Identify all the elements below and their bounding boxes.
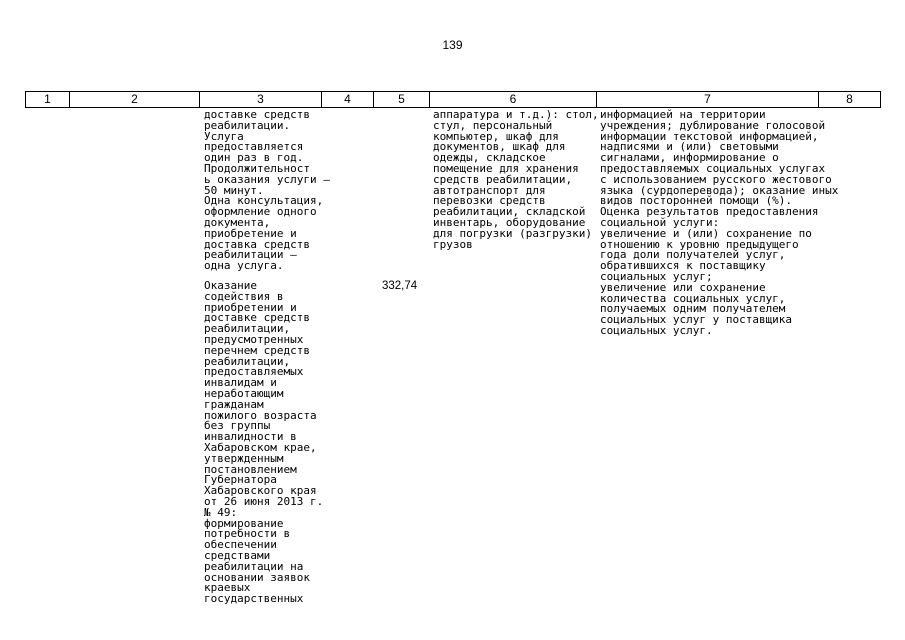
column-header-3: 3 [200, 92, 322, 108]
quality-indicators: информацией на территории учреждения; дублирование голосовой информации текстовой информацией, надписями и (или) световыми сигналами, информирование о предоставляемых социальных услугах с использованием русского жестового языка (сурдоперевода); оказание иных видов посторонней помощи (%). Оценка результатов предоставления социальной услуги: увеличение и (или) сохранение по отношению к уровню предыдущего года доли получателей услуг, обратившихся к поставщику социальных услуг; увеличение или сохранение количества социальных услуг, получаемых одним получателем социальных услуг у поставщика социальных услуг. [600, 108, 839, 337]
tariff-value: 332,74 [382, 280, 418, 292]
column-header-7: 7 [597, 92, 819, 108]
service-description-continued: доставке средств реабилитации. Услуга предоставляется один раз в год. Продолжительност ь оказания услуги – 50 минут. Одна консультация, оформление одного документа, приобретение и доставка средств реабилитации – одна услуга. [204, 108, 330, 273]
column-header-1: 1 [26, 92, 70, 108]
table-header [25, 91, 881, 108]
column-header-8: 8 [819, 92, 881, 108]
page-number: 139 [442, 38, 463, 52]
column-header-4: 4 [322, 92, 374, 108]
column-header-5: 5 [374, 92, 430, 108]
service-description-assistance: Оказание содействия в приобретении и доставке средств реабилитации, предусмотренных перечнем средств реабилитации, предоставляемых инвалидам и неработающим гражданам пожилого возраста без группы инвалидности в Хабаровском крае, утвержденным постановлением Губернатора Хабаровского края от 26 июня 2013 г. № 49: формирование потребности в обеспечении средствами реабилитации на основании заявок краевых государственных [204, 279, 324, 606]
equipment-list: аппаратура и т.д.): стол, стул, персональный компьютер, шкаф для документов, шкаф для одежды, складское помещение для хранения средств реабилитации, автотранспорт для перевозки средств реабилитации, складской инвентарь, оборудование для погрузки (разгрузки) грузов [433, 108, 599, 251]
table-header-row [26, 92, 881, 108]
column-header-6: 6 [430, 92, 597, 108]
column-header-2: 2 [70, 92, 200, 108]
